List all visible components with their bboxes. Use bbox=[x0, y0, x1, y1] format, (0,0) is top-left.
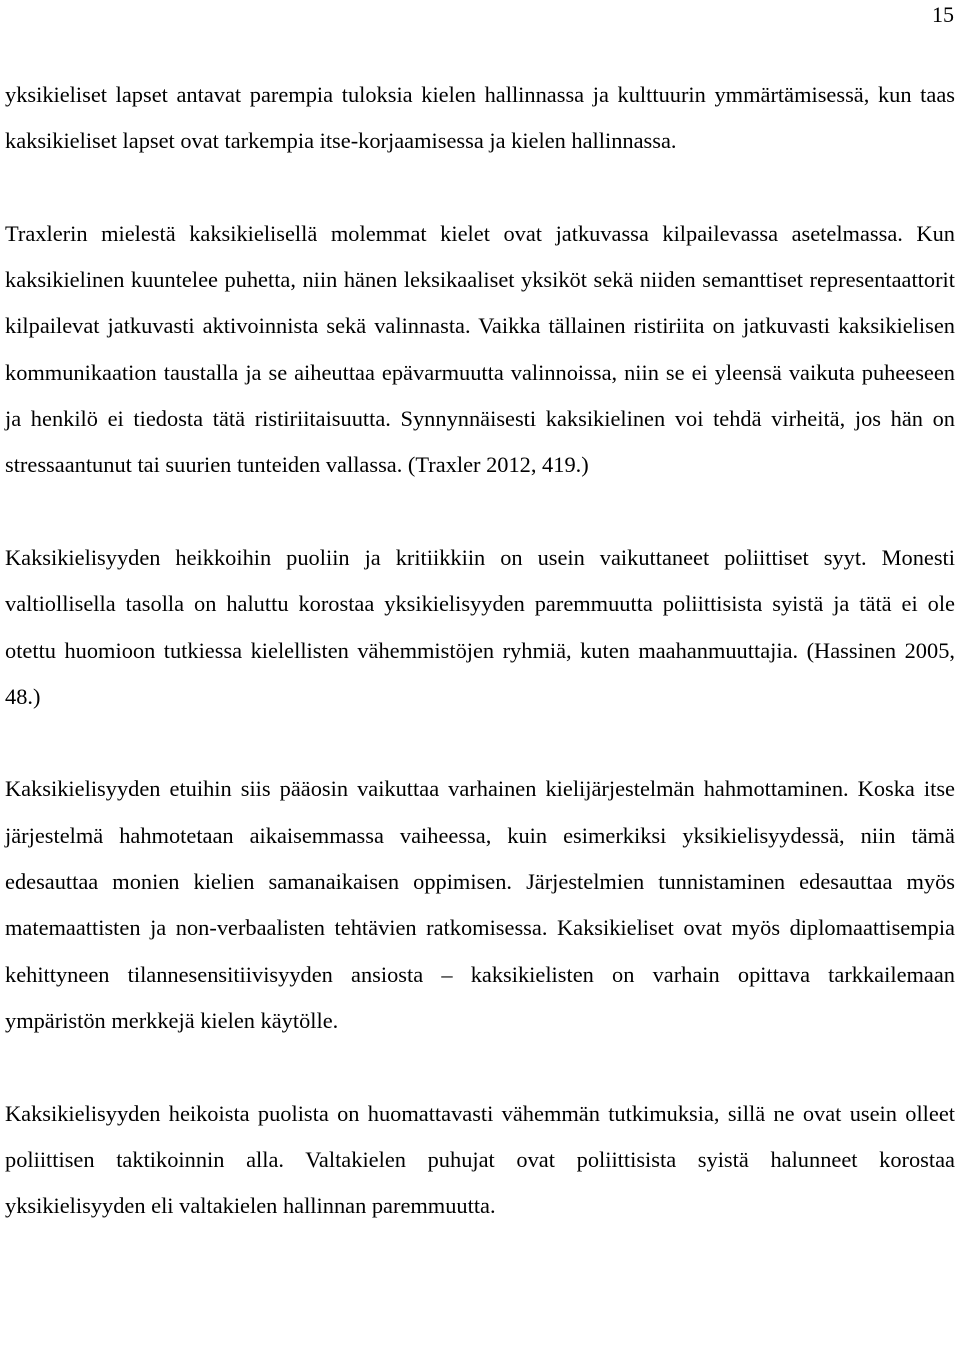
document-body bbox=[5, 72, 955, 1229]
paragraph-bilingual-children-results: yksikieliset lapset antavat parempia tuloksia kielen hallinnassa ja kulttuurin ymmärtämisessä, kun taas kaksikieliset lapset ovat tarkempia itse-korjaamisessa ja kielen hallinnassa. bbox=[5, 82, 955, 154]
paragraph-bilingual-weaknesses: Kaksikielisyyden heikoista puolista on huomattavasti vähemmän tutkimuksia, sillä ne ovat usein olleet poliittisen taktikoinnin alla. Valtakielen puhujat ovat poliittisista syistä halunneet korostaa yksikielisyyden eli valtakielen hallinnan paremmuutta. bbox=[5, 1100, 955, 1219]
page-number: 15 bbox=[932, 2, 954, 27]
paragraph-political-criticism: Kaksikielisyyden heikkoihin puoliin ja kritiikkiin on usein vaikuttaneet poliittiset syyt. Monesti valtiollisella tasolla on haluttu korostaa yksikielisyyden paremmuutta poliittisista syistä ja tätä ei ole otettu huomioon tutkiessa kielellisten vähemmistöjen ryhmiä, kuten maahanmuuttajia. (Hassinen 2005, 48.) bbox=[5, 544, 955, 709]
paragraph-traxler-competition: Traxlerin mielestä kaksikielisellä molemmat kielet ovat jatkuvassa kilpailevassa asetelmassa. Kun kaksikielinen kuuntelee puhetta, niin hänen leksikaaliset yksiköt sekä niiden semanttiset representaattorit kilpailevat jatkuvasti aktivoinnista sekä valinnasta. Vaikka tällainen ristiriita on jatkuvasti kaksikielisen kommunikaation taustalla ja se aiheuttaa epävarmuutta valinnoissa, niin se ei yleensä vaikuta puheeseen ja henkilö ei tiedosta tätä ristiriitaisuutta. Synnynnäisesti kaksikielinen voi tehdä virheitä, jos hän on stressaantunut tai suurien tunteiden vallassa. (Traxler 2012, 419.) bbox=[5, 220, 955, 478]
paragraph-bilingual-benefits: Kaksikielisyyden etuihin siis pääosin vaikuttaa varhainen kielijärjestelmän hahmottaminen. Koska itse järjestelmä hahmotetaan aikaisemmassa vaiheessa, kuin esimerkiksi yksikielisyydessä, niin tämä edesauttaa monien kielien samanaikaisen oppimisen. Järjestelmien tunnistaminen edesauttaa myös matemaattisten ja non-verbaalisten tehtävien ratkomisessa. Kaksikieliset ovat myös diplomaattisempia kehittyneen tilannesensitiivisyyden ansiosta – kaksikielisten on varhain opittava tarkkailemaan ympäristön merkkejä kielen käytölle. bbox=[5, 776, 955, 1033]
